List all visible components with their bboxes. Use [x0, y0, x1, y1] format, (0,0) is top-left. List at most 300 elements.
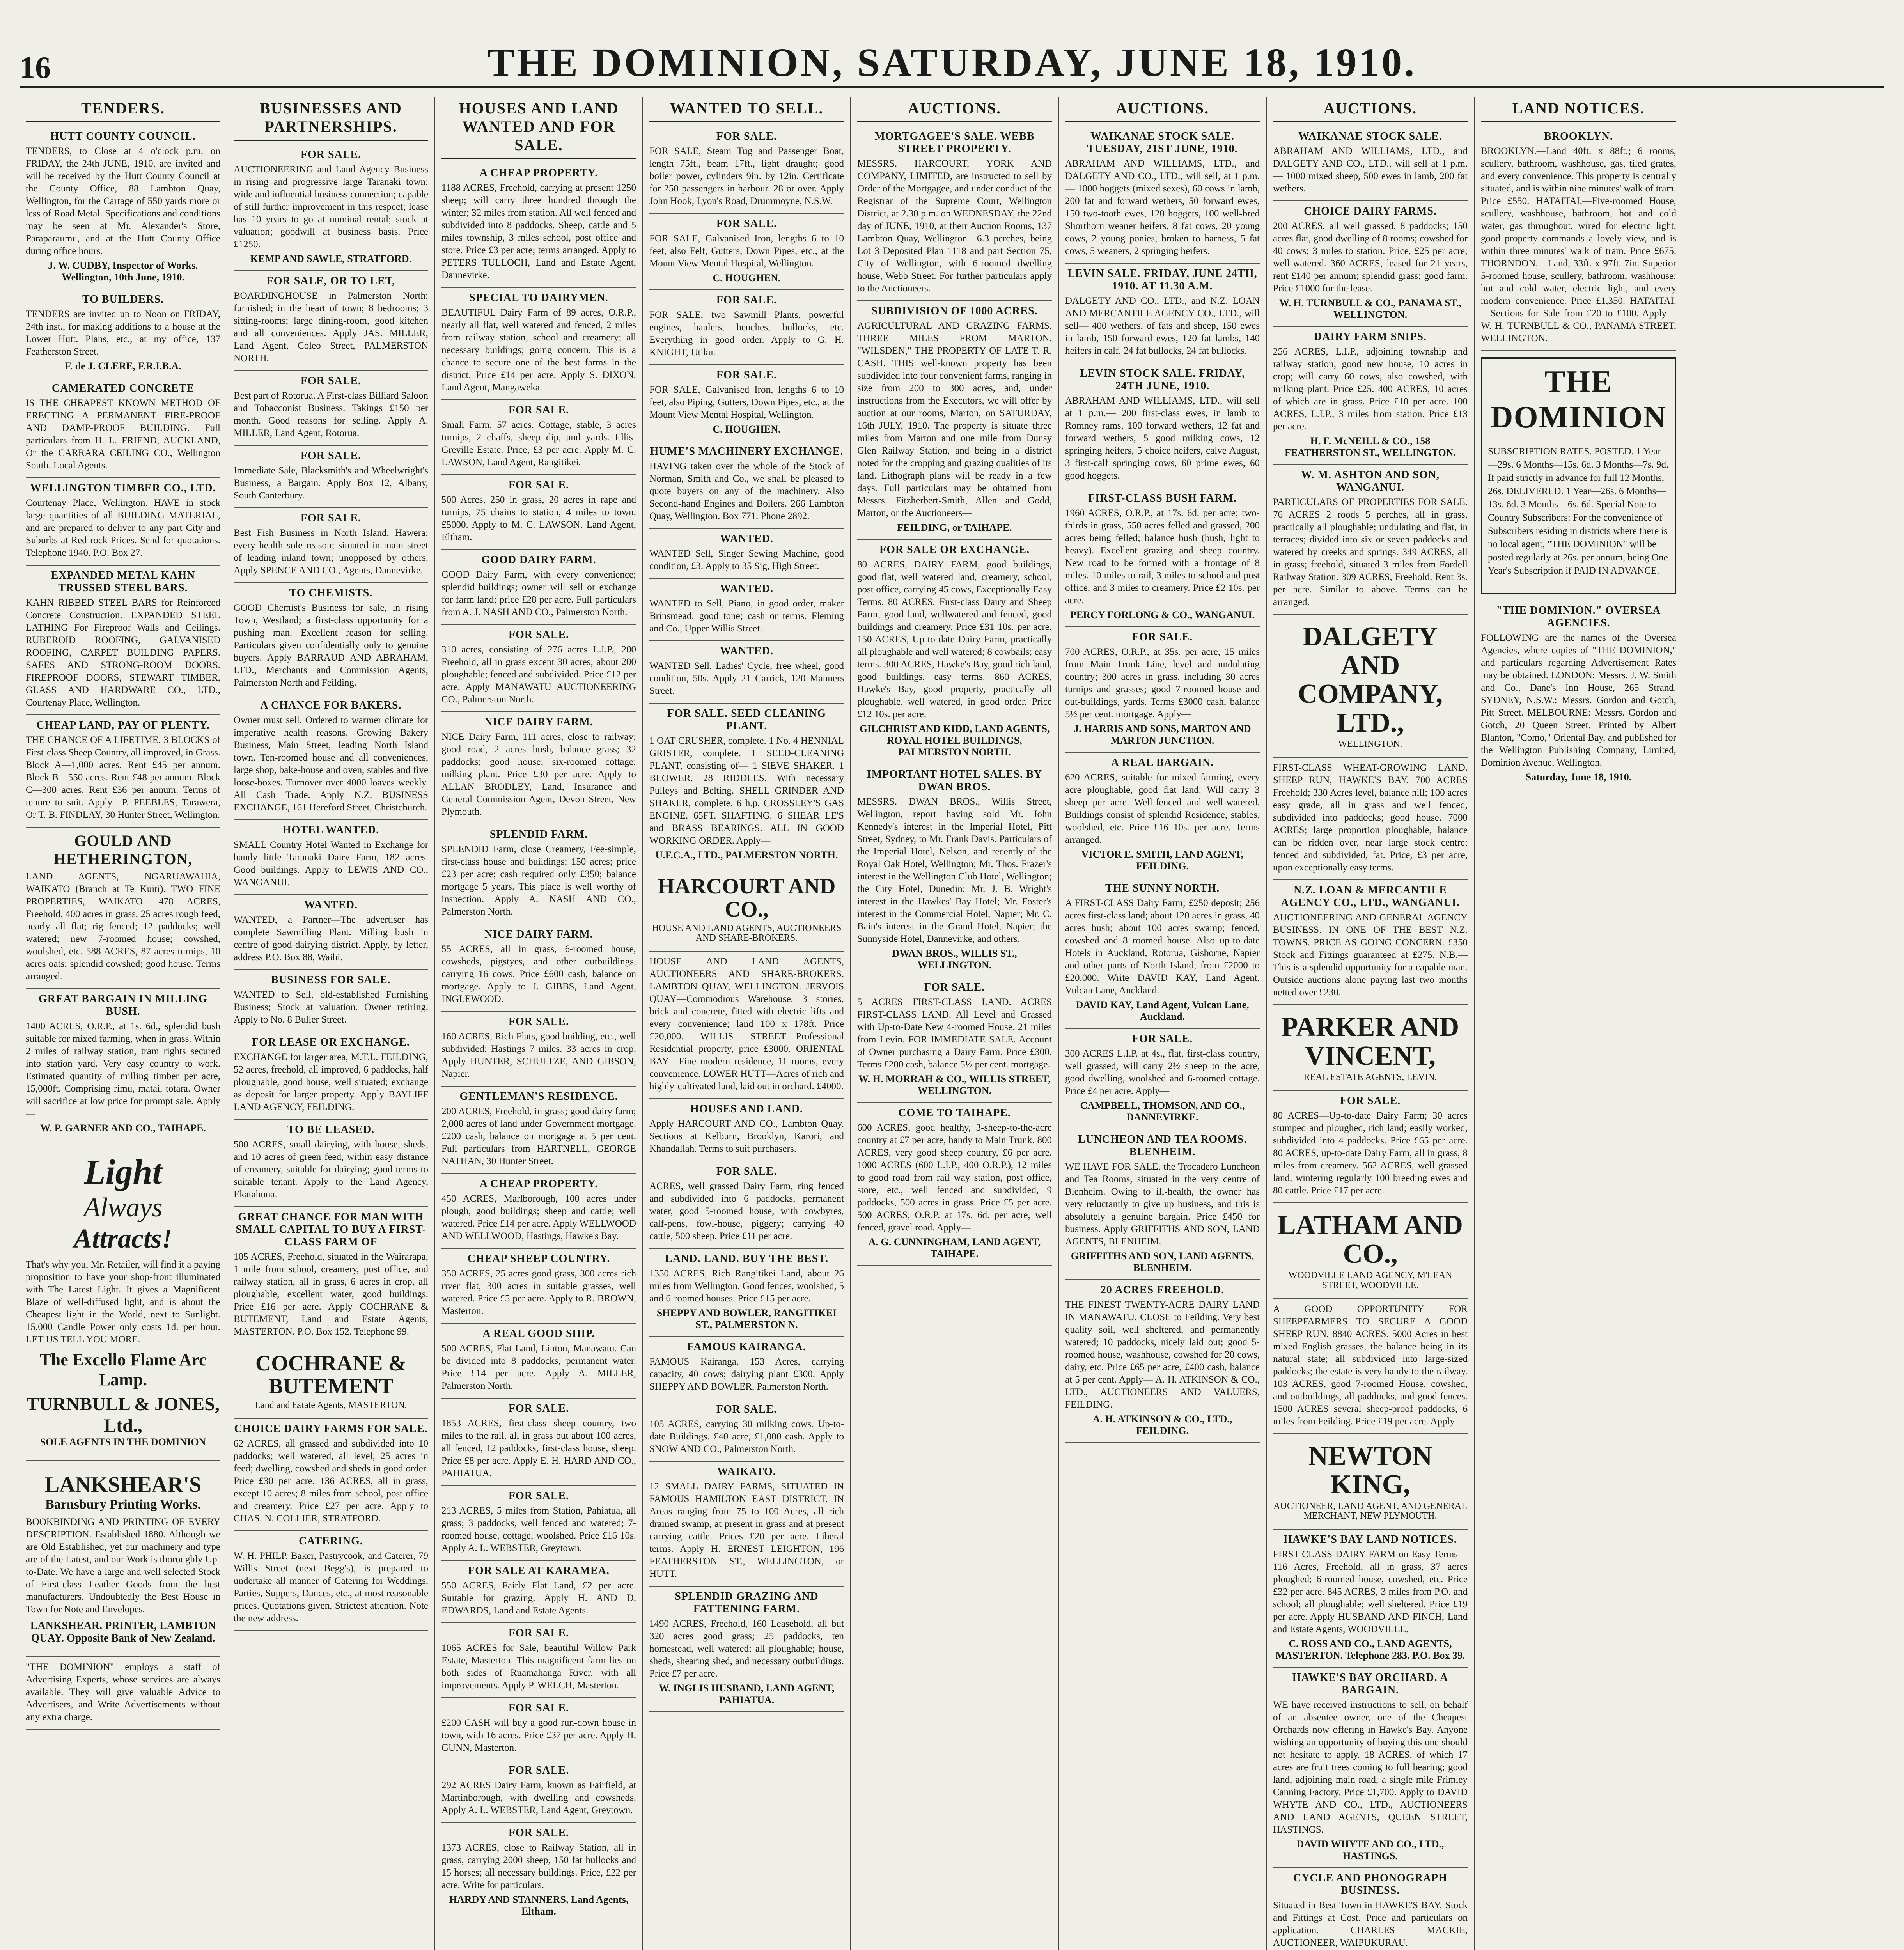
ad-signature: KEMP AND SAWLE, STRATFORD. [250, 253, 412, 264]
ad-body: £200 CASH will buy a good run-down house in town, with 16 acres. Price £37 per acre. Apply H. GUNN, Masterton. [441, 1718, 636, 1753]
ad-body: BEAUTIFUL Dairy Farm of 89 acres, O.R.P., nearly all flat, well watered and fenced, 2 miles from railway station, school and creamery; all necessary buildings; going concern. This is a chance to secure one of the best farms in the district. Price £14 per acre. Apply S. DIXON, Land Agent, Mangaweka. [441, 307, 636, 393]
column-heading: TENDERS. [26, 98, 220, 122]
ad-body: LAND AGENTS, NGARUAWAHIA, WAIKATO (Branch at Te Kuiti). TWO FINE PROPERTIES, WAIKATO. 478 ACRES, Freehold, 400 acres in grass, 25 acres rough feed, nearly all flat; rig fenced; 12 paddocks; well watered; new 7-roomed house; cowshed, woolshed, etc. 588 ACRES, 87 acres turnips, 10 acres oats; splendid cowshed; good house. Terms arranged. [26, 871, 220, 982]
ad-signature: J. W. CUDBY, Inspector of Works. Wellington, 10th June, 1910. [48, 260, 198, 283]
firm-subtitle: HOUSE AND LAND AGENTS, AUCTIONEERS AND SHARE-BROKERS. [652, 923, 842, 943]
ad-title: FOR SALE. [300, 375, 362, 387]
ad-body: SPLENDID Farm, close Creamery, Fee-simple, first-class house and buildings; 150 acres; price £23 per acre; cash required only £350; balance mortgage 5 years. This place is well worthy of inspection. Apply A. NASH AND CO., Palmerston North. [441, 844, 636, 917]
ad-title: SUBDIVISION OF 1000 ACRES. [871, 305, 1038, 317]
ad [234, 371, 428, 446]
ad [1273, 1091, 1468, 1203]
ad-signature: J. HARRIS AND SONS, MARTON AND MARTON JUNCTION. [1074, 723, 1251, 746]
ad [649, 1462, 844, 1587]
ad [441, 1174, 636, 1249]
firm-name: COCHRANE & BUTEMENT [255, 1351, 407, 1399]
ad-body: FIRST-CLASS WHEAT-GROWING LAND. SHEEP RUN, HAWKE'S BAY. 700 ACRES Freehold; 330 Acres level, balance hill; 100 acres easy grade, all in grass and well fenced, subdivided into paddocks; good house. 7000 ACRES; large proportion ploughable, balance can be ridden over, near large stock centre; fenced and subdivided, fat. Price, £3 per acre, upon exceptionally easy terms. [1273, 762, 1468, 873]
light-always-attracts-ad [26, 1140, 220, 1461]
ad [649, 1587, 844, 1712]
firm-name: LATHAM AND CO., [1277, 1210, 1463, 1269]
ad-body: FOLLOWING are the names of the Oversea Agencies, where copies of "THE DOMINION," and particulars regarding Advertisement Rates may be obtained. LONDON: Messrs. J. W. Smith and Co., Dane's Inn House, 265 Strand. SYDNEY, N.S.W.: Messrs. Gordon and Gotch, Pitt Street. MELBOURNE: Messrs. Gordon and Gotch, 20 Queen Street. Printed by Albert Blanton, "Como," Oriental Bay, and published for the Wellington Publishing Company, Limited, Dominion Avenue, Wellington. [1481, 633, 1676, 768]
product-name: The Excello Flame Arc Lamp. [39, 1350, 207, 1389]
ad-title: CHEAP SHEEP COUNTRY. [467, 1253, 610, 1265]
ad [441, 1486, 636, 1561]
ad [649, 365, 844, 441]
firm-subtitle: WELLINGTON. [1338, 739, 1402, 749]
ad-body: WANTED to Sell, Piano, in good order, maker Brinsmead; good tone; cash or terms. Fleming and Co., Upper Willis Street. [649, 598, 844, 634]
ad-title: GOOD DAIRY FARM. [481, 554, 596, 566]
ad [1481, 601, 1676, 789]
ad-title: IMPORTANT HOTEL SALES. BY DWAN BROS. [867, 768, 1042, 793]
ad-body: Apply HARCOURT AND CO., Lambton Quay. Sections at Kelburn, Brooklyn, Karori, and Khandallah. Terms to suit purchasers. [649, 1118, 844, 1154]
ad-signature: A. H. ATKINSON & CO., LTD., FEILDING. [1092, 1413, 1232, 1436]
ad-body: 1490 ACRES, Freehold, 160 Leasehold, all but 320 acres good grass; 25 paddocks, ten homestead, well watered; all ploughable; house, sheds, shearing shed, and necessary outbuildings. Price £7 per acre. [649, 1618, 844, 1679]
ad-title: FOR SALE. [508, 1702, 569, 1714]
ad-body: TENDERS, to Close at 4 o'clock p.m. on FRIDAY, the 24th JUNE, 1910, are invited and will be received by the Hutt County Council at the County Office, 88 Lambton Quay, Wellington, for the Cartage of 550 yards more or less of Road Metal. Specifications and conditions may be seen at Mr. Alexander's Store, Paraparaumu, and at the Hutt County Office during office hours. [26, 146, 220, 256]
ad [649, 641, 844, 704]
ad-title: LAND. LAND. BUY THE BEST. [665, 1252, 828, 1265]
ad-title: WAIKATO. [717, 1465, 776, 1478]
ad-body: 1853 ACRES, first-class sheep country, two miles to the rail, all in grass but about 100 acres, all fenced, 12 paddocks, first-class house, sheep. Price £8 per acre. Apply E. H. HARD AND CO., PAHIATUA. [441, 1418, 636, 1478]
ad [441, 163, 636, 288]
ad-body: TENDERS are invited up to Noon on FRIDAY, 24th inst., for making additions to a house at the Lower Hutt. Plans, etc., at my office, 137 Featherston Street. [26, 309, 220, 357]
ad [441, 288, 636, 400]
ad-body: WE have received instructions to sell, on behalf of an absentee owner, one of the Cheapest Orchards now offering in Hawke's Bay. Anyone wishing an opportunity of buying this one should not hesitate to apply. 18 ACRES, of which 17 acres are fruit trees coming to full bearing; good land, adjoining main road, a single mile Frimley Canning Factory. Price £1,700. Apply to DAVID WHYTE AND CO., LTD., AUCTIONEERS AND LAND AGENTS, QUEEN STREET, HASTINGS. [1273, 1700, 1468, 1835]
ad-title: FOR SALE. [508, 1627, 569, 1639]
ad [1273, 201, 1468, 327]
ad-body: DALGETY AND CO., LTD., and N.Z. LOAN AND MERCANTILE AGENCY CO., LTD., will sell— 400 wethers, of fats and sheep, 150 ewes in lamb, 150 forward ewes, 120 fat lambs, 140 heifers in calf, 24 fat bullocks, 24 fat bullocks. [1065, 296, 1260, 356]
ad-body: 256 ACRES, L.I.P., adjoining township and railway station; good new house, 10 acres in crop; will carry 60 cows, also cowshed, with milking plant. Price £25. 400 ACRES, 10 acres of which are in grass. Price £10 per acre. 100 ACRES, L.I.P., 3 miles from station. Price £13 per acre. [1273, 346, 1468, 432]
ad-body: FOR SALE, Steam Tug and Passenger Boat, length 75ft., beam 17ft., light draught; good boiler power, cylinders 9in. by 12in. Certificate for 250 passengers in harbour. 28 or over. Apply John Hook, Lyon's Road, Drummoyne, N.S.W. [649, 146, 844, 206]
ad-signature: W. H. TURNBULL & CO., PANAMA ST., WELLINGTON. [1279, 297, 1462, 320]
ad-title: A REAL BARGAIN. [1111, 757, 1214, 769]
ad-signature: C. ROSS AND CO., LAND AGENTS, MASTERTON. Telephone 283. P.O. Box 39. [1275, 1638, 1465, 1661]
ad-title: A CHANCE FOR BAKERS. [260, 699, 402, 711]
ad [1273, 1868, 1468, 1950]
ad-title: FOR SALE. [1132, 631, 1193, 643]
ad [649, 1337, 844, 1399]
ad-title: FOR SALE. [716, 218, 777, 230]
ad-title: HOUSES AND LAND. [690, 1103, 803, 1115]
ad [649, 704, 844, 867]
ad-title: CHOICE DAIRY FARMS. [1304, 205, 1437, 217]
ad [234, 820, 428, 895]
ad [234, 583, 428, 695]
ad-body: 62 ACRES, all grassed and subdivided into 10 paddocks; well watered, all level; 25 acres in feed; dwelling, cowshed and sheds in good order. Price £30 per acre. 136 ACRES, all in grass, except 10 acres; 8 miles from school, post office and creamery. Price £27 per acre. Apply to CHAS. N. COLLIER, STRATFORD. [234, 1438, 428, 1524]
subscription-rates-box [1481, 357, 1676, 594]
ad-body: PARTICULARS OF PROPERTIES FOR SALE. 76 ACRES 2 roods 5 perches, all in grass, practically all ploughable; undulating and flat, in terraces; divided into six or seven paddocks and watered by creeks and springs. 349 ACRES, all in grass; freehold, situated 3 miles from Fordell Railway Station. 309 ACRES, Freehold. Rent 3s. per acre. Similar to above. Terms can be arranged. [1273, 497, 1468, 607]
ad [1065, 878, 1260, 1029]
ad-body: Immediate Sale, Blacksmith's and Wheelwright's Business, a Bargain. Apply Box 12, Albany, South Canterbury. [234, 465, 428, 501]
ad-body: 105 ACRES, carrying 30 milking cows. Up-to-date Buildings. £40 acre, £1,000 cash. Apply to SNOW AND CO., Palmerston North. [649, 1418, 844, 1454]
ad-title: BROOKLYN. [1544, 130, 1613, 142]
ad [441, 712, 636, 824]
ad [649, 529, 844, 579]
ad-title: FOR SALE. [508, 1402, 569, 1415]
ad [441, 1249, 636, 1324]
ad-title: FOR SALE. [508, 1827, 569, 1839]
ad-title: TO BUILDERS. [82, 293, 164, 305]
ad-signature: GRIFFITHS AND SON, LAND AGENTS, BLENHEIM. [1071, 1250, 1254, 1273]
ad-title: WANTED. [720, 533, 773, 545]
ad [1065, 753, 1260, 878]
ad [234, 1120, 428, 1207]
ad-title: 20 ACRES FREEHOLD. [1100, 1284, 1225, 1296]
ad [234, 1531, 428, 1631]
ad-title: WAIKANAE STOCK SALE. [1298, 130, 1442, 142]
ad-title: FOR SALE. [508, 1016, 569, 1028]
ad [857, 301, 1052, 540]
ad-title: FOR SALE. [716, 130, 777, 142]
ad-body: 300 ACRES L.I.P. at 4s., flat, first-class country, well grassed, will carry 2½ sheep to the acre, good dwelling, woolshed and 6-roomed cottage. Price £4 per acre. Apply— [1065, 1048, 1260, 1096]
ad [441, 1823, 636, 1923]
ad-body: 1065 ACRES for Sale, beautiful Willow Park Estate, Masterton. This magnificent farm lies on both sides of Ruamahanga River, with all improvements. Apply P. WELCH, Masterton. [441, 1643, 636, 1691]
ad-title: FOR SALE. [300, 512, 362, 524]
ad-body: Best Fish Business in North Island, Hawera; every health sole reason; situated in main street of leading inland town; unopposed by others. Apply SPENCE AND CO., Agents, Dannevirke. [234, 528, 428, 576]
ad [26, 1657, 220, 1730]
ad-body: THE CHANCE OF A LIFETIME. 3 BLOCKS of First-class Sheep Country, all improved, in Grass. Block A—1,000 acres. Rent £45 per annum. Block B—550 acres. Rent £48 per annum. Block C—300 acres. Rent £36 per annum. Terms of tenure to suit. Apply—P. PEEBLES, Tarawera, Or T. B. FINDLAY, 30 Hunter Street, Wellington. [26, 735, 220, 820]
ad-body: WANTED to Sell, old-established Furnishing Business; Stock at valuation. Owner retiring. Apply to No. 8 Buller Street. [234, 989, 428, 1025]
ad-title: FOR SALE. [716, 1165, 777, 1177]
ad-title: HUME'S MACHINERY EXCHANGE. [650, 445, 844, 457]
ad-body: IS THE CHEAPEST KNOWN METHOD OF ERECTING A PERMANENT FIRE-PROOF AND DAMP-PROOF BUILDING. Full particulars from H. L. FRIEND, AUCKLAND, Or the CARRARA CEILING CO., Wellington South. Local Agents. [26, 398, 220, 471]
columns [20, 98, 1884, 1950]
firm-subtitle: Land and Estate Agents, MASTERTON. [255, 1400, 407, 1410]
ad-body: 1188 ACRES, Freehold, carrying at present 1250 sheep; will carry three hundred through the winter; 32 miles from station. All well fenced and subdivided into 8 paddocks. Sheep, cattle and 5 miles township, 3 miles school, post office and store. Price £3 per acre; terms arranged. Apply to PETERS TULLOCH, Land and Estate Agent, Dannevirke. [441, 183, 636, 280]
ad-title: FOR SALE. [508, 479, 569, 491]
ad-body: 160 ACRES, Rich Flats, good building, etc., well subdivided; Hastings 7 miles. 33 acres in crop. Apply HUNTER, SCHULTZE, AND GIBSON, Napier. [441, 1031, 636, 1079]
ad [234, 970, 428, 1032]
ad-title: FOR SALE. [300, 450, 362, 462]
ad-title: A CHEAP PROPERTY. [479, 1178, 598, 1190]
page-number: 16 [20, 51, 51, 85]
parker-banner [1273, 1005, 1468, 1091]
ad-body: FIRST-CLASS DAIRY FARM on Easy Terms—116 Acres, Freehold, all in grass, 37 acres ploughed; 6-roomed house, cowshed, etc. Price £32 per acre. 845 ACRES, 3 miles from P.O. and school; all ploughable; well sheltered. Price £19 per acre. Apply HUSBAND AND FINCH, Land and Estate Agents, WOODVILLE. [1273, 1549, 1468, 1635]
ad-title: A CHEAP PROPERTY. [479, 167, 598, 179]
ad-body: THE FINEST TWENTY-ACRE DAIRY LAND IN MANAWATU. CLOSE to Feilding. Very best quality soil, well sheltered, and permanently watered; 10 paddocks, nicely laid out; good 5-roomed house, washhouse, cowshed for 20 cows, dairy, etc. Price £65 per acre, £400 cash, balance at 5 per cent. Apply— A. H. ATKINSON & CO., LTD., AUCTIONEERS AND VALUERS, FEILDING. [1065, 1299, 1260, 1410]
ad-title: FOR SALE. [300, 149, 362, 161]
ad-headline: Always [83, 1193, 163, 1223]
ad-title: CYCLE AND PHONOGRAPH BUSINESS. [1293, 1872, 1447, 1897]
ad [441, 550, 636, 625]
column-heading: WANTED TO SELL. [649, 98, 844, 122]
ad-signature: FEILDING, or TAIHAPE. [897, 522, 1012, 533]
ad [1273, 758, 1468, 880]
ad-body: MESSRS. HARCOURT, YORK AND COMPANY, LIMITED, are instructed to sell by Order of the Mortgagee, and under conduct of the Registrar of the Supreme Court, Wellington District, at 2.30 p.m. on WEDNESDAY, the 22nd day of JUNE, 1910, at their Auction Rooms, 137 Lambton Quay, Wellington—6.3 perches, being Lot 3 Deposited Plan 1118 and part Section 75, City of Wellington, with 6-roomed dwelling house, Webb Street. For further particulars apply to the Auctioneers. [857, 158, 1052, 294]
ad [649, 952, 844, 1099]
ad-title: LEVIN SALE. FRIDAY, JUNE 24TH, 1910. AT 11.30 A.M. [1067, 268, 1257, 292]
ad-body: HOUSE AND LAND AGENTS, AUCTIONEERS AND SHARE-BROKERS. LAMBTON QUAY, WELLINGTON. JERVOIS QUAY—Commodious Warehouse, 3 stories, brick and concrete, fitted with electric lifts and every convenience; land 100 x 178ft. Price £20,000. WILLIS STREET—Professional Residential property, price £3000. ORIENTAL BAY—Fine modern residence, 11 rooms, every convenience. LOWER HUTT—Acres of rich and highly-cultivated land, laid out in orchard. £4000. [649, 956, 844, 1092]
ad [234, 1419, 428, 1531]
ad [857, 977, 1052, 1103]
ad-signature: VICTOR E. SMITH, LAND AGENT, FEILDING. [1081, 849, 1244, 872]
firm-subtitle: SOLE AGENTS IN THE DOMINION [40, 1436, 206, 1448]
ad [857, 540, 1052, 764]
column-heading: BUSINESSES AND PARTNERSHIPS. [234, 98, 428, 141]
ad-body: 1373 ACRES, close to Railway Station, all in grass, carrying 2000 sheep, 150 fat bullocks and 15 horses; all necessary buildings. Price, £22 per acre. Write for particulars. [441, 1842, 636, 1890]
ad [857, 764, 1052, 977]
firm-name: HARCOURT AND CO., [658, 874, 836, 922]
ad-body: HAVING taken over the whole of the Stock of Norman, Smith and Co., we shall be pleased to quote buyers on any of the machinery. Also Second-hand Engines and Boilers. 266 Lambton Quay, Wellington. Box 771. Phone 2892. [649, 461, 844, 521]
ad-body: SMALL Country Hotel Wanted in Exchange for handy little Taranaki Dairy Farm, 182 acres. Good buildings. Apply to LEWIS AND CO., WANGANUI. [234, 840, 428, 888]
ad-body: 1 OAT CRUSHER, complete. 1 No. 4 HENNIAL GRISTER, complete. 1 SEED-CLEANING PLANT, consisting of— 1 SIEVE SHAKER. 1 BLOWER. 28 RIDDLES. With necessary Pulleys and Belting. SHELL GRINDER AND SHAKER, complete. 6 h.p. CROSSLEY'S GAS ENGINE. 65FT. SHAFTING. 6 SHEAR LE'S and BRASS BEARINGS. ALL IN GOOD WORKING ORDER. Apply— [649, 736, 844, 846]
ad-footer: LANKSHEAR. PRINTER, LAMBTON QUAY. Opposite Bank of New Zealand. [30, 1620, 216, 1644]
ad [234, 145, 428, 271]
dalgety-banner [1273, 615, 1468, 758]
ad [441, 400, 636, 475]
newton-king-banner [1273, 1434, 1468, 1530]
ad-body: GOOD Dairy Farm, with every convenience; splendid buildings; owner will sell or exchange for farm land; price £28 per acre. Full particulars from A. J. NASH AND CO., Palmerston North. [441, 569, 636, 617]
ad-body: BOOKBINDING AND PRINTING OF EVERY DESCRIPTION. Established 1880. Although we are Old Established, yet our machinery and type are of the Latest, and our Work is thoroughly Up-to-Date. We have a large and well selected Stock of First-class Leather Goods from the best manufacturers. Undoubtedly the Best House in Town for Note and Envelopes. [26, 1517, 220, 1615]
ad [649, 1099, 844, 1161]
ad-title: N.Z. LOAN & MERCANTILE AGENCY CO., LTD., WANGANUI. [1281, 884, 1460, 909]
ad-signature: A. G. CUNNINGHAM, LAND AGENT, TAIHAPE. [868, 1236, 1041, 1259]
ad-title: HAWKE'S BAY LAND NOTICES. [1284, 1533, 1457, 1546]
ad-body: WE HAVE FOR SALE, the Trocadero Luncheon and Tea Rooms, situated in the very centre of Blenheim. Owing to ill-health, the owner has very reluctantly to give up business, and this is absolutely a genuine bargain. Price £450 for business. Apply GRIFFITHS AND SON, LAND AGENTS, BLENHEIM. [1065, 1161, 1260, 1247]
ad-title: NICE DAIRY FARM. [484, 716, 593, 728]
firm-name: NEWTON KING, [1308, 1441, 1432, 1500]
ad-body: Owner must sell. Ordered to warmer climate for imperative health reasons. Growing Bakery Business, Main Street, leading North Island town. Ten-roomed house and all conveniences, large shop, bake-house and oven, stables and five loose-boxes. Turnover over 4000 loaves weekly. All Cash Trade. Apply N.Z. BUSINESS EXCHANGE, 161 Hereford Street, Christchurch. [234, 715, 428, 813]
ad-title: FOR SALE. [1340, 1095, 1401, 1107]
ad-body: WANTED Sell, Ladies' Cycle, free wheel, good condition, 50s. Apply 21 Carrick, 120 Manners Street. [649, 661, 844, 696]
ad [441, 1324, 636, 1399]
ad [649, 290, 844, 365]
ad-title: HUTT COUNTY COUNCIL. [50, 130, 196, 142]
column-heading: AUCTIONS. [1273, 98, 1468, 122]
ad-body: 80 ACRES, DAIRY FARM, good buildings, good flat, well watered land, creamery, school, post office, carrying 45 cows, Exceptionally Easy Terms. 80 ACRES, First-class Dairy and Sheep Farm, good land, wellwatered and fenced, good buildings and creamery. Price £31 10s. per acre. 150 ACRES, Up-to-date Dairy Farm, practically all ploughable and well watered; 8 cowbails; easy terms. 300 ACRES, Hawke's Bay, good rich land, good buildings, easy terms. 860 ACRES, Hawke's Bay, good property, practically all ploughable, well watered, in good order. Price £12 10s. per acre. [857, 559, 1052, 720]
ad-body: ABRAHAM AND WILLIAMS, LTD., and DALGETY AND CO., LTD., will sell at 1 p.m.— 1000 mixed sheep, 500 ewes in lamb, 200 fat wethers. [1273, 146, 1468, 194]
ad-title: DAIRY FARM SNIPS. [1314, 331, 1427, 343]
ad-body: FOR SALE, Galvanised Iron, lengths 6 to 10 feet, also Piping, Gutters, Down Pipes, etc., at the Mount View Mental Hospital, Wellington. [649, 385, 844, 420]
ad-body: FOR SALE, two Sawmill Plants, powerful engines, haulers, benches, bullocks, etc. Everything in good order. Apply to G. H. KNIGHT, Utiku. [649, 310, 844, 358]
ad-signature: C. HOUGHEN. [713, 272, 781, 284]
ad-title: TO BE LEASED. [287, 1124, 375, 1136]
ad [1065, 1129, 1260, 1280]
column-wanted-to-sell [643, 98, 851, 1950]
ad-title: FIRST-CLASS BUSH FARM. [1088, 492, 1237, 504]
ad-body: NICE Dairy Farm, 111 acres, close to railway; good road, 2 acres bush, balance grass; 32 paddocks; good house; six-roomed cottage; milking plant. Price £30 per acre. Apply to ALLAN BRODLEY, Land, Insurance and General Commission Agent, Devon Street, New Plymouth. [441, 732, 636, 817]
ad-body: 292 ACRES Dairy Farm, known as Fairfield, at Martinborough, with dwelling and cowsheds. Apply A. L. WEBSTER, Land Agent, Greytown. [441, 1780, 636, 1815]
ad-title: GREAT BARGAIN IN MILLING BUSH. [39, 993, 207, 1018]
ad-subheadline: Barnsbury Printing Works. [45, 1497, 201, 1512]
column-houses-land [435, 98, 643, 1950]
ad-title: WANTED. [720, 645, 773, 657]
ad [1273, 1668, 1468, 1868]
ad-title: GENTLEMAN'S RESIDENCE. [459, 1090, 618, 1103]
ad [1065, 1280, 1260, 1443]
ad [234, 508, 428, 583]
ad-signature: H. F. McNEILL & CO., 158 FEATHERSTON ST., WELLINGTON. [1284, 435, 1456, 458]
ad-title: FOR SALE, OR TO LET, [266, 275, 395, 287]
ad-title: HAWKE'S BAY ORCHARD. A BARGAIN. [1292, 1672, 1448, 1696]
ad [1273, 1299, 1468, 1434]
ad [649, 126, 844, 214]
ad-body: ACRES, well grassed Dairy Farm, ring fenced and subdivided into 6 paddocks, permanent water, good 5-roomed house, with cowbyres, calf-pens, fowl-house, piggery; carrying 40 cattle, 500 sheep. Price £11 per acre. [649, 1181, 844, 1241]
ad-body: 80 ACRES—Up-to-date Dairy Farm; 30 acres stumped and ploughed, rich land; easily worked, subdivided into 4 paddocks. Price £65 per acre. 80 ACRES, up-to-date Dairy Farm, all in grass, 8 miles from creamery. 562 ACRES, well grassed land, wintering regularly 100 breeding ewes and 80 cattle. Price £17 per acre. [1273, 1110, 1468, 1196]
column-heading: HOUSES AND LAND WANTED AND FOR SALE. [441, 98, 636, 159]
ad-title: FAMOUS KAIRANGA. [687, 1340, 806, 1353]
ad-signature: GILCHRIST AND KIDD, LAND AGENTS, ROYAL HOTEL BUILDINGS, PALMERSTON NORTH. [859, 723, 1050, 758]
ad-headline: LANKSHEAR'S [44, 1473, 202, 1497]
ad [1273, 880, 1468, 1005]
ad-body: W. H. PHILP, Baker, Pastrycook, and Caterer, 79 Willis Street (next Begg's), is prepared to undertake all manner of Catering for Weddings, Parties, Suppers, Dances, etc., at most reasonable prices. Quotations given. Strictest attention. Note the new address. [234, 1550, 428, 1624]
ad [26, 989, 220, 1140]
ad [1065, 363, 1260, 488]
ad-title: A REAL GOOD SHIP. [482, 1328, 595, 1340]
ad-title: FOR SALE. [508, 629, 569, 641]
ad [857, 1103, 1052, 1266]
ad [441, 1760, 636, 1823]
column-tenders [20, 98, 227, 1950]
ad [234, 446, 428, 508]
ad [649, 1249, 844, 1337]
ad-body: ABRAHAM AND WILLIAMS, LTD., will sell at 1 p.m.— 200 first-class ewes, in lamb to Romney rams, 100 forward wethers, 12 fat and forward wethers, 5 good milking cows, 12 springing heifers, 5 choice heifers, calve August, 3 first-calf springing cows, 60 prime ewes, 60 good hoggets. [1065, 395, 1260, 481]
ad-headline: Light [84, 1153, 162, 1191]
ad-title: EXPANDED METAL KAHN TRUSSED STEEL BARS. [51, 569, 195, 594]
ad [441, 824, 636, 924]
ad [649, 579, 844, 641]
ad-body: FOR SALE, Galvanised Iron, lengths 6 to 10 feet, also Felt, Gutters, Down Pipes, etc., at the Mount View Mental Hospital, Wellington. [649, 233, 844, 269]
ad [441, 1399, 636, 1486]
cochrane-banner [234, 1344, 428, 1419]
ad [1065, 126, 1260, 264]
ad-title: WELLINGTON TIMBER CO., LTD. [30, 482, 216, 494]
ad-body: 550 ACRES, Fairly Flat Land, £2 per acre. Suitable for grazing. Apply H. AND D. EDWARDS, Land and Estate Agents. [441, 1580, 636, 1616]
ad [26, 478, 220, 566]
ad [234, 695, 428, 820]
ad-body: 1960 ACRES, O.R.P., at 17s. 6d. per acre; two-thirds in grass, 550 acres felled and grassed, 200 acres being felled; balance bush (bush, light to heavy). Excellent grazing and sheep country. New road to be formed with a frontage of 8 miles. 10 miles to rail, 3 miles to school and post office, and 3 miles to creamery. Price £2 10s. per acre. [1065, 508, 1260, 606]
ad-title: SPLENDID FARM. [489, 828, 588, 840]
ad-signature: DWAN BROS., WILLIS ST., WELLINGTON. [892, 948, 1017, 971]
harcourt-banner [649, 867, 844, 952]
ad-title: TO CHEMISTS. [289, 587, 373, 599]
ad-title: WAIKANAE STOCK SALE. TUESDAY, 21ST JUNE, 1910. [1087, 130, 1238, 155]
ad-body: 55 ACRES, all in grass, 6-roomed house, cowsheds, pigstyes, and other outbuildings, carrying 16 cows. Price £600 cash, balance on mortgage. Apply to J. GIBBS, Land Agent, INGLEWOOD. [441, 944, 636, 1004]
ad-body: FAMOUS Kairanga, 153 Acres, carrying capacity, 40 cows; dairying plant £300. Apply SHEPPY AND BOWLER, Palmerston North. [649, 1356, 844, 1392]
ad-body: 213 ACRES, 5 miles from Station, Pahiatua, all grass; 3 paddocks, well fenced and watered; 7-roomed house, cottage, woolshed. Price £16 10s. Apply A. L. WEBSTER, Greytown. [441, 1505, 636, 1553]
ad-body: KAHN RIBBED STEEL BARS for Reinforced Concrete Construction. EXPANDED STEEL LATHING For Fireproof Walls and Ceilings. RUBEROID ROOFING, GALVANISED ROOFING, CARPET BUILDING PAPERS. SAFES AND STRONG-ROOM DOORS. FIREPROOF DOORS, STEWART TIMBER, GLASS AND HARDWARE CO., LTD., Courtenay Place, Wellington. [26, 597, 220, 708]
ad [441, 924, 636, 1012]
column-auctions-2 [1059, 98, 1267, 1950]
ad-title: THE SUNNY NORTH. [1105, 882, 1220, 894]
ad-body: 700 ACRES, O.R.P., at 35s. per acre, 15 miles from Main Trunk Line, level and undulating country; 300 acres in grass, including 30 acres turnips and grasses; good 7-roomed house and out-buildings, yards. Terms £3000 cash, balance 5½ per cent. mortgage. Apply— [1065, 647, 1260, 720]
ad-title: FOR SALE. [508, 1764, 569, 1776]
ad-body: 450 ACRES, Marlborough, 100 acres under plough, good buildings; sheep and cattle; well watered. Price £14 per acre. Apply WELLWOOD AND WELLWOOD, Hastings, Hawke's Bay. [441, 1193, 636, 1241]
ad-signature: W. P. GARNER AND CO., TAIHAPE. [40, 1122, 206, 1134]
ad-body: 1400 ACRES, O.R.P., at 1s. 6d., splendid bush suitable for mixed farming, when in grass. Within 2 miles of railway station, tram rights secured into station yard. Very easy country to work. Estimated quantity of milling timber per acre, 15,000ft. Comprising rimu, matai, totara. Owner will sacrifice at low price for prompt sale. Apply— [26, 1021, 220, 1119]
ad-body: EXCHANGE for larger area, M.T.L. FEILDING, 52 acres, freehold, all improved, 6 paddocks, half ploughable, good house, well situated; exchange as deposit for larger property. Apply BAYLIFF LAND AGENCY, FEILDING. [234, 1052, 428, 1112]
ad [649, 1399, 844, 1462]
ad-title: CHOICE DAIRY FARMS FOR SALE. [234, 1422, 428, 1435]
ad [26, 126, 220, 289]
ad-body: AGRICULTURAL AND GRAZING FARMS. THREE MILES FROM MARTON. "WILSDEN," THE PROPERTY OF LATE T. R. CASH. THIS well-known property has been subdivided into four convenient farms, ranging in size from 200 to 300 acres, and, under instructions from the Executors, we will offer by auction at our rooms, Marton, on SATURDAY, 16th JULY, 1910. The property is situate three miles from Marton and one mile from Dunsy Glen Railway Station, and being in a district noted for the cropping and grazing qualities of its land. Lithograph plans will be ready in a few days. Full particulars may be obtained from Messrs. Fitzherbert-Smith, Allen and Godd, Marton, or the Auctioneers— [857, 321, 1052, 518]
ad-title: "THE DOMINION." OVERSEA AGENCIES. [1496, 604, 1661, 629]
ad-signature: PERCY FORLONG & CO., WANGANUI. [1070, 609, 1255, 620]
ad-title: FOR SALE. [716, 1403, 777, 1415]
ad-signature: C. HOUGHEN. [713, 424, 781, 435]
latham-banner [1273, 1203, 1468, 1299]
ad-body: AUCTIONEERING AND GENERAL AGENCY BUSINESS. IN ONE OF THE BEST N.Z. TOWNS. PRICE AS GOING CONCERN. £350 Stock and Fittings guaranteed at £275. N.B.—This is a splendid opportunity for a capable man. Outside auctions alone paying last two months netted over £230. [1273, 912, 1468, 998]
ad [1273, 1530, 1468, 1668]
ad-body: 500 ACRES, Flat Land, Linton, Manawatu. Can be divided into 8 paddocks, permanent water. Price £14 per acre. Apply A. MILLER, Palmerston North. [441, 1343, 636, 1391]
column-auctions-3 [1267, 98, 1475, 1950]
masthead [20, 23, 1884, 88]
ad [649, 214, 844, 290]
firm-name: DALGETY AND COMPANY, LTD., [1298, 622, 1443, 738]
ad-title: FOR SALE. [1132, 1033, 1193, 1045]
ad-body: Courtenay Place, Wellington. HAVE in stock large quantities of all BUILDING MATERIAL, and are prepared to deliver to any part City and Suburbs at Red-rock Prices. Send for quotations. Telephone 1940. P.O. Box 27. [26, 498, 220, 558]
ad-body: 500 Acres, 250 in grass, 20 acres in rape and turnips, 75 chains to station, 4 miles to town. £5000. Apply to M. C. LAWSON, Land Agent, Eltham. [441, 495, 636, 542]
ad-title: FOR SALE. [716, 369, 777, 381]
ad-body: WANTED, a Partner—The advertiser has complete Sawmilling Plant. Milling bush in centre of good dairying district. Apply, by letter, address P.O. Box 88, Waihi. [234, 915, 428, 963]
ad-signature: W. H. MORRAH & CO., WILLIS STREET, WELLINGTON. [858, 1073, 1051, 1096]
ad [441, 625, 636, 712]
ad-headline: Attracts! [74, 1224, 172, 1254]
column-heading: LAND NOTICES. [1481, 98, 1676, 122]
ad-title: COME TO TAIHAPE. [898, 1107, 1011, 1119]
ad-title: FOR LEASE OR EXCHANGE. [252, 1036, 410, 1048]
ad [649, 441, 844, 529]
ad-title: W. M. ASHTON AND SON, WANGANUI. [1301, 469, 1440, 493]
column-land-notices [1475, 98, 1682, 1950]
ad-body: A GOOD OPPORTUNITY FOR SHEEPFARMERS TO SECURE A GOOD SHEEP RUN. 8840 ACRES. 5000 Acres in best mixed English grasses, the balance being in its natural state; all subdivided into large-sized paddocks; the estate is very handy to the railway. 103 ACRES, good 7-roomed House, cowshed, and outbuildings, all paddocks, and good fences. 1500 ACRES several sheep-proof paddocks, 6 miles from Feilding. Price £19 per acre. Apply— [1273, 1303, 1468, 1427]
ad-title: FOR SALE. [508, 404, 569, 416]
ad-body: 600 ACRES, good healthy, 3-sheep-to-the-acre country at £7 per acre, handy to Main Trunk. 800 ACRES, very good sheep country, £6 per acre. 1000 ACRES (600 L.I.P., 400 O.R.P.), 12 miles to good road from rail way station, post office, store, etc., well fenced and subdivided, 9 paddocks, 500 acres in grass. Price £5 per acre. 500 ACRES, O.R.P. at 17s. 6d. per acre, well fenced, gravel road. Apply— [857, 1122, 1052, 1233]
ad-signature: W. INGLIS HUSBAND, LAND AGENT, PAHIATUA. [659, 1682, 835, 1705]
ad-title: FOR SALE. [508, 1490, 569, 1502]
ad-body: 105 ACRES, Freehold, situated in the Wairarapa, 1 mile from school, creamery, post office, and railway station, all in grass, 6 acres in crop, all ploughable, excellent water, good buildings. Price £16 per acre. Apply COCHRANE & BUTEMENT, Land and Estate Agents, MASTERTON. P.O. Box 152. Telephone 99. [234, 1252, 428, 1337]
ad [26, 289, 220, 378]
ad [234, 1207, 428, 1344]
ad-title: FOR SALE AT KARAMEA. [468, 1565, 610, 1577]
ad-body: AUCTIONEERING and Land Agency Business in rising and progressive large Taranaki town; wide and influential business connection; capable of still further improvement in this respect; lease has 10 years to go at nominal rental; stock at valuation; goodwill at business basis. Price £1250. [234, 164, 428, 250]
ad-body: 620 ACRES, suitable for mixed farming, every acre ploughable, good flat land. Will carry 3 sheep per acre. Well-fenced and well-watered. Buildings consist of splendid Residence, stables, woolshed, etc. Price £16 10s. per acre. Terms arranged. [1065, 772, 1260, 845]
ad [441, 1698, 636, 1760]
ad-body: Situated in Best Town in HAWKE'S BAY. Stock and Fittings at Cost. Price and particulars on application. CHARLES MACKIE, AUCTIONEER, WAIPUKURAU. [1273, 1900, 1468, 1948]
dominion-notice: "THE DOMINION" employs a staff of Advertising Experts, whose services are always available. They will give valuable Advice to Advertisers, and Write Advertisements without any extra charge. [26, 1662, 220, 1722]
ad-title: LUNCHEON AND TEA ROOMS. BLENHEIM. [1078, 1133, 1247, 1158]
ad-title: FOR SALE. [924, 981, 985, 993]
ad-body: A FIRST-CLASS Dairy Farm; £250 deposit; 256 acres first-class land; about 120 acres in grass, 40 acres bush; about 100 acres swamp; fenced, cowshed and 8 roomed house. Also up-to-date Hotels in Auckland, Rotorua, Gisborne, Napier and other parts of North Island, from £2000 to £20,000. Write DAVID KAY, Land Agent, Vulcan Lane, Auckland. [1065, 898, 1260, 996]
ad-title: LEVIN STOCK SALE. FRIDAY, 24TH JUNE, 1910. [1080, 367, 1245, 392]
page-title: THE DOMINION, SATURDAY, JUNE 18, 1910. [487, 40, 1417, 85]
ad [441, 1012, 636, 1087]
ad-body: 310 acres, consisting of 276 acres L.I.P., 200 Freehold, all in grass except 30 acres; about 200 ploughable; fenced and subdivided. Price £12 per acre. Apply MANAWATU AUCTIONEERING CO., Palmerston North. [441, 644, 636, 705]
ad [26, 566, 220, 715]
ad [1273, 327, 1468, 465]
column-auctions-1 [851, 98, 1059, 1950]
ad [857, 126, 1052, 301]
ad-title: GREAT CHANCE FOR MAN WITH SMALL CAPITAL TO BUY A FIRST-CLASS FARM OF [236, 1211, 426, 1248]
ad-body: 500 ACRES, small dairying, with house, sheds, and 10 acres of green feed, within easy distance of creamery, suitable for dairying; good terms to suitable tenant. Apply to the Land Agency, Ekatahuna. [234, 1139, 428, 1200]
ad-signature: SHEPPY AND BOWLER, RANGITIKEI ST., PALMERSTON N. [656, 1307, 837, 1330]
ad [1065, 488, 1260, 627]
ad-title: FOR SALE OR EXCHANGE. [879, 544, 1030, 556]
ad-title: CAMERATED CONCRETE [51, 382, 195, 394]
firm-subtitle: REAL ESTATE AGENTS, LEVIN. [1303, 1072, 1437, 1083]
ad-signature: DAVID WHYTE AND CO., LTD., HASTINGS. [1296, 1838, 1444, 1862]
ad-title: SPECIAL TO DAIRYMEN. [469, 292, 608, 304]
ad [1273, 465, 1468, 615]
ad-title: SPLENDID GRAZING AND FATTENING FARM. [675, 1590, 819, 1615]
ad-body: BOARDINGHOUSE in Palmerston North; furnished; in the heart of town; 8 bedrooms; 3 sitting-rooms; large dining-room, good kitchen and all conveniences. Apply JAS. MILLER, Land Agent, Coleo Street, PALMERSTON NORTH. [234, 291, 428, 363]
ad [441, 475, 636, 550]
ad-body: BROOKLYN.—Land 40ft. x 88ft.; 6 rooms, scullery, bathroom, washhouse, gas, tiled grates, and every convenience. This property is centrally situated, and is within nine minutes' walk of tram. Price £550. HATAITAI.—Five-roomed House, scullery, washhouse, bathroom, hot and cold water, gas throughout, wired for electric light, good property commands a lovely view, and is within three minutes' walk of tram. Price £675. THORNDON.—Land, 33ft. x 97ft. 7in. Superior 5-roomed house, scullery, bathroom, washhouse; hot and cold water, electric light, and every modern convenience. Price £1,350. HATAITAI.—Sections for Sale from £20 to £100. Apply— W. H. TURNBULL & CO., PANAMA STREET, WELLINGTON. [1481, 146, 1676, 344]
ad [441, 1623, 636, 1698]
ad [234, 271, 428, 371]
ad [26, 378, 220, 478]
ad [1481, 126, 1676, 351]
column-heading: AUCTIONS. [857, 98, 1052, 122]
